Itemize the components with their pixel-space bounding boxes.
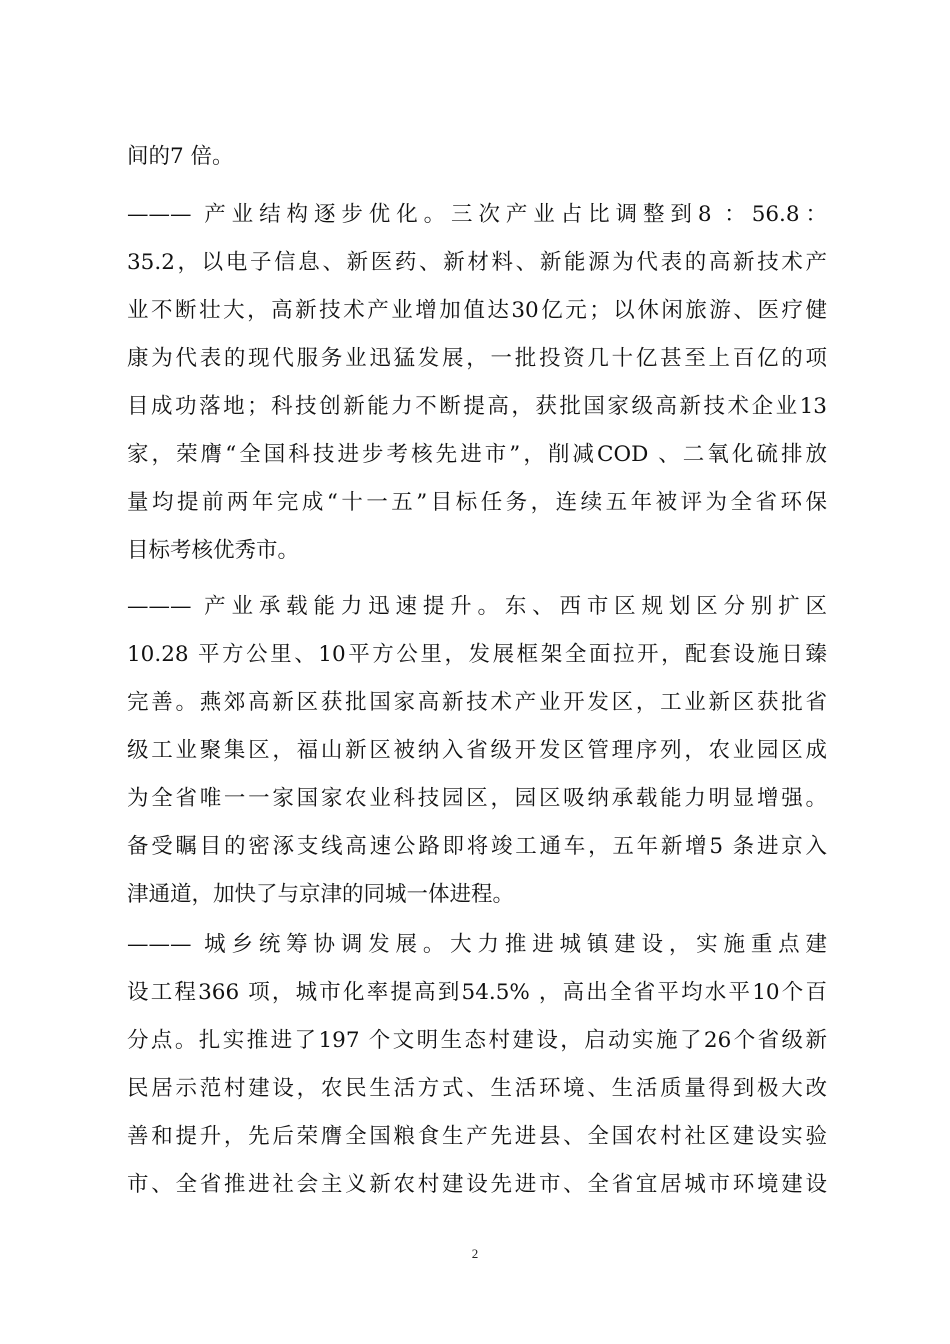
text-line: 量均提前两年完成“十一五”目标任务，连续五年被评为全省环保: [127, 490, 827, 515]
text-line: ——— 城乡统筹协调发展。大力推进城镇建设，实施重点建: [127, 932, 827, 957]
text-line: 10.28 平方公里、10平方公里，发展框架全面拉开，配套设施日臻: [127, 642, 827, 667]
text-line: 民居示范村建设，农民生活方式、生活环境、生活质量得到极大改: [127, 1076, 827, 1101]
text-line: 为全省唯一一家国家农业科技园区，园区吸纳承载能力明显增强。: [127, 786, 827, 811]
text-line: 市、全省推进社会主义新农村建设先进市、全省宜居城市环境建设: [127, 1172, 827, 1197]
text-line: 级工业聚集区，福山新区被纳入省级开发区管理序列，农业园区成: [127, 738, 827, 763]
text-line: 善和提升，先后荣膺全国粮食生产先进县、全国农村社区建设实验: [127, 1124, 827, 1149]
page-number: 2: [471, 1246, 479, 1261]
text-line: 设工程366 项，城市化率提高到54.5% ，高出全省平均水平10个百: [127, 980, 827, 1005]
text-line: ——— 产业承载能力迅速提升。东、西市区规划区分别扩区: [127, 594, 827, 619]
text-line: 目标考核优秀市。: [127, 538, 300, 563]
text-line: ——— 产业结构逐步优化。三次产业占比调整到8 ：56.8：: [127, 202, 827, 227]
text-line: 备受瞩目的密涿支线高速公路即将竣工通车，五年新增5 条进京入: [127, 834, 827, 859]
text-line: 目成功落地；科技创新能力不断提高，获批国家级高新技术企业13: [127, 394, 827, 419]
text-line: 35.2，以电子信息、新医药、新材料、新能源为代表的高新技术产: [127, 250, 827, 275]
text-line: 津通道，加快了与京津的同城一体进程。: [127, 882, 515, 907]
text-line: 家，荣膺“全国科技进步考核先进市”，削减COD 、二氧化硫排放: [127, 442, 827, 467]
text-line: 业不断壮大，高新技术产业增加值达30亿元；以休闲旅游、医疗健: [127, 298, 827, 323]
text-line: 康为代表的现代服务业迅猛发展，一批投资几十亿甚至上百亿的项: [127, 346, 827, 371]
text-line: 间的7 倍。: [127, 144, 234, 169]
text-line: 分点。扎实推进了197 个文明生态村建设，启动实施了26个省级新: [127, 1028, 827, 1053]
text-line: 完善。燕郊高新区获批国家高新技术产业开发区，工业新区获批省: [127, 690, 827, 715]
